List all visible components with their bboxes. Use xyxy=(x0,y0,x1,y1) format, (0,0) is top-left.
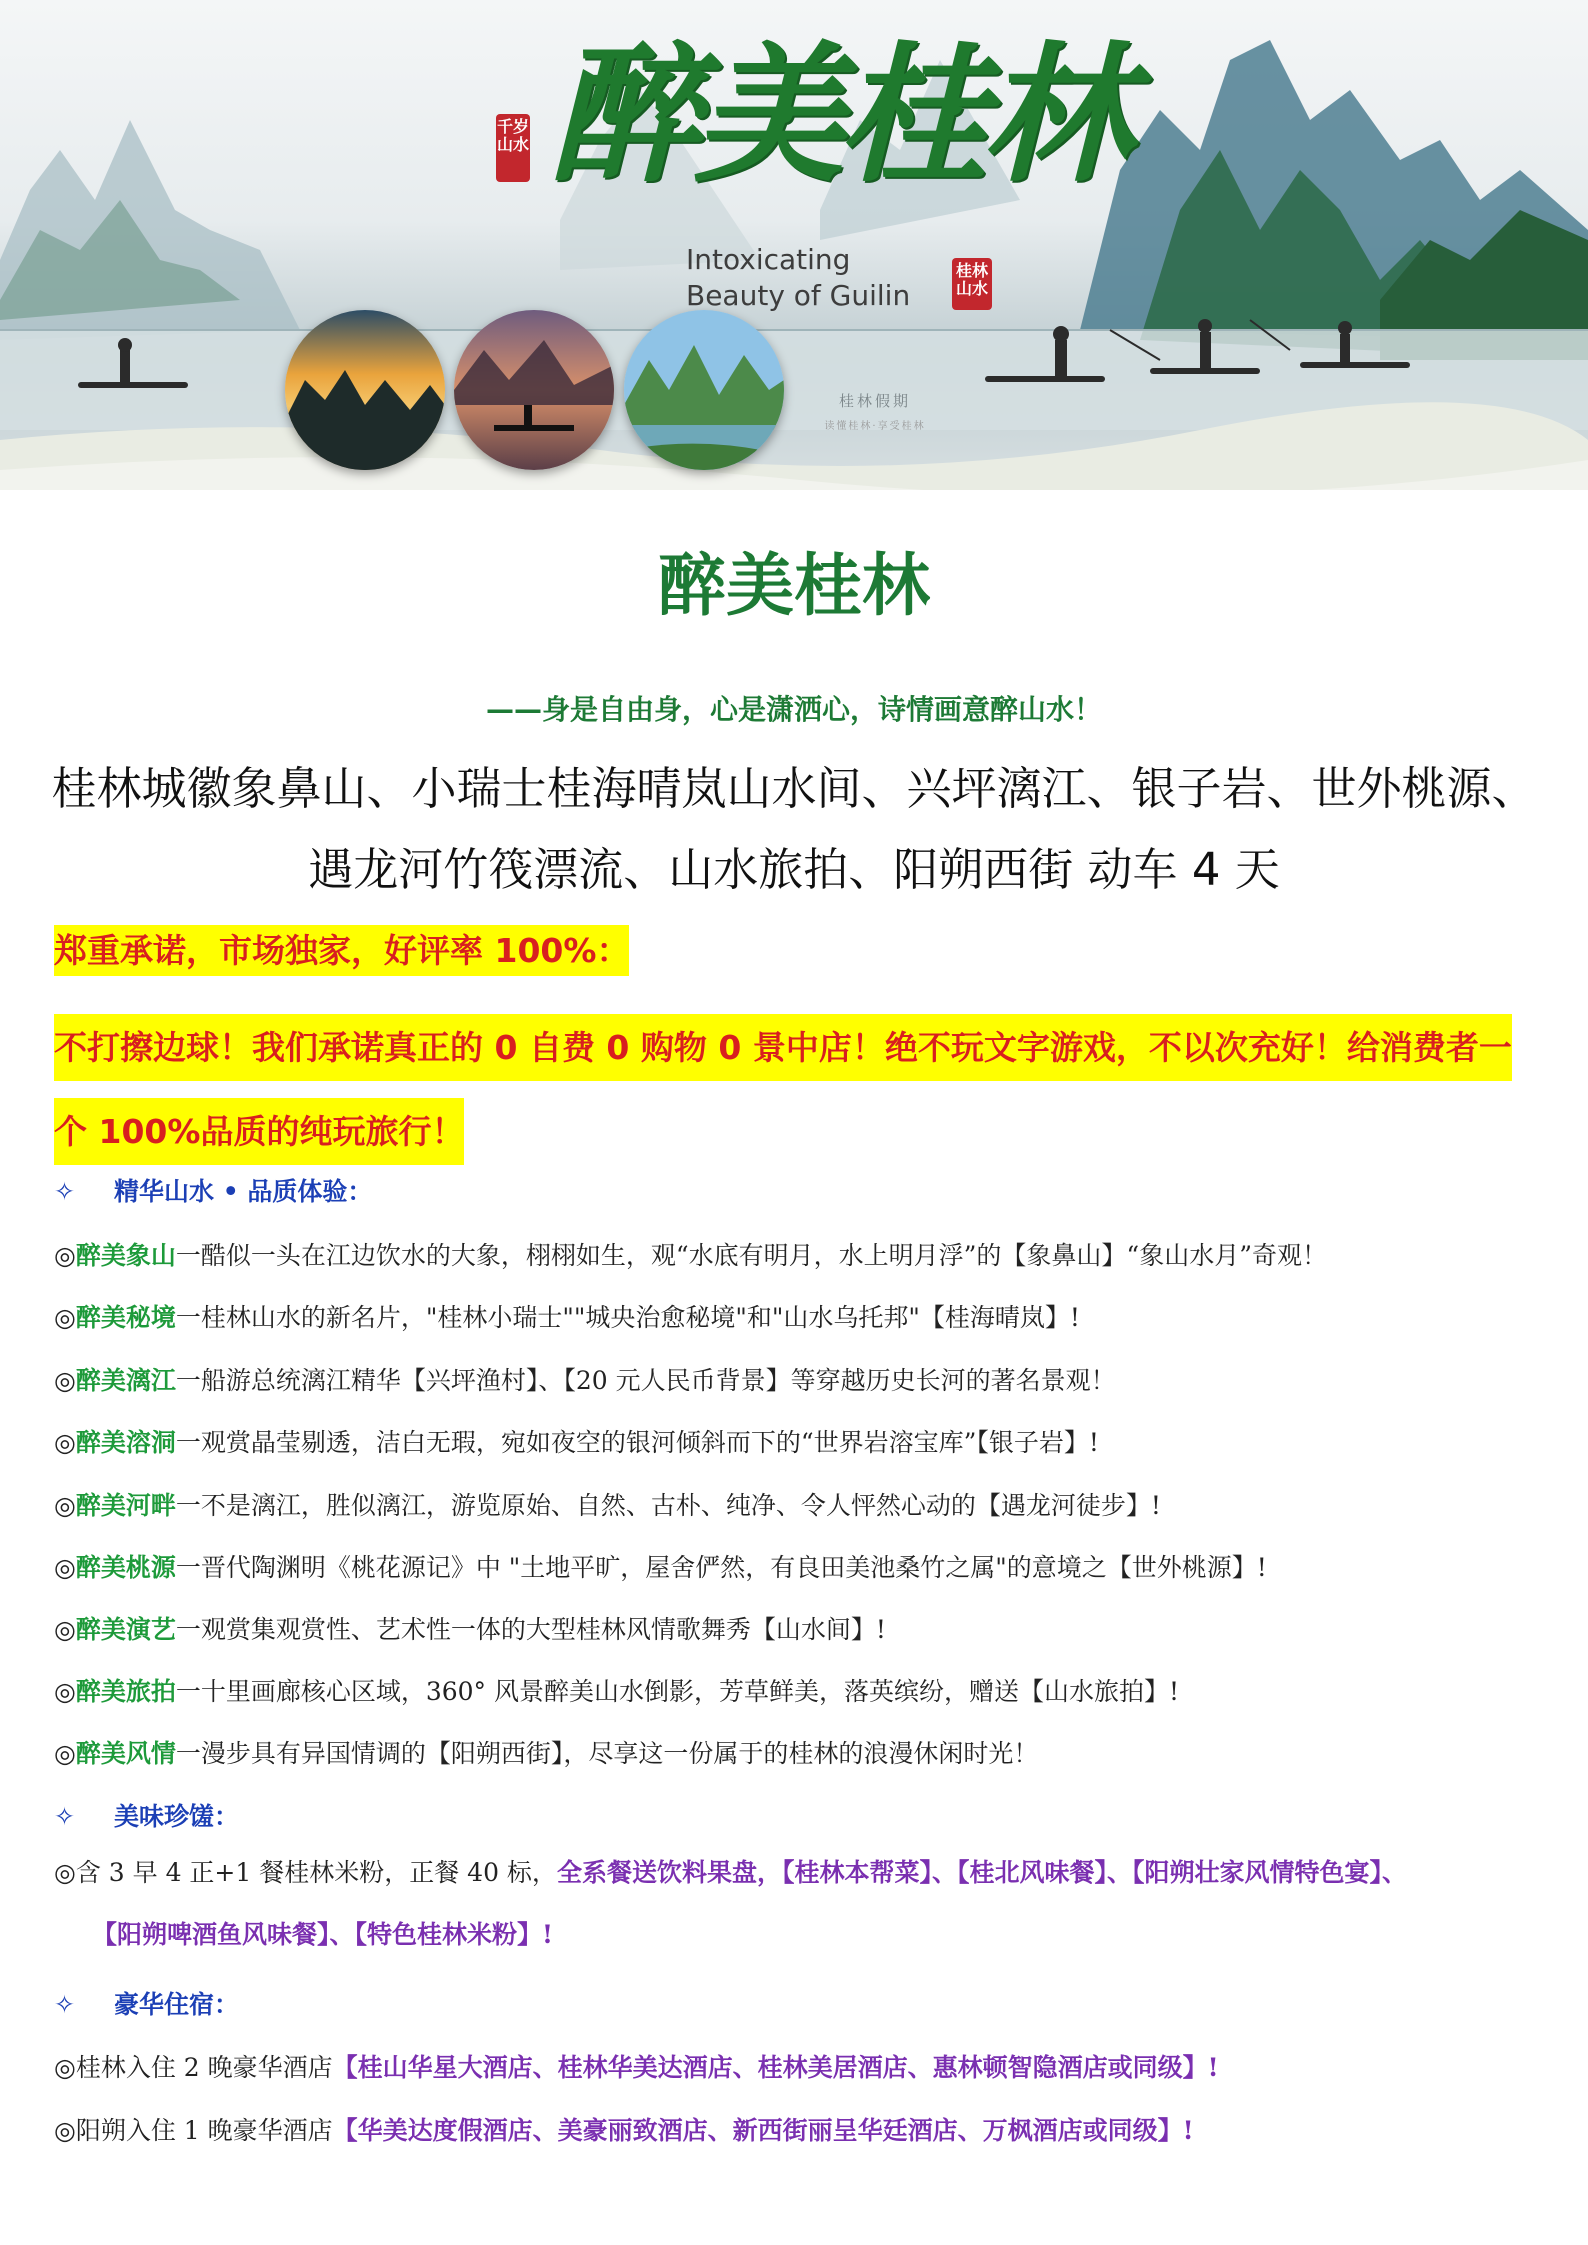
section-heading-scenery xyxy=(54,1172,372,1208)
river-boat-photo xyxy=(454,310,614,470)
route-summary: 桂林城徽象鼻山、小瑞士桂海晴岚山水间、兴坪漓江、银子岩、世外桃源、遇龙河竹筏漂流、山水旅拍、阳朔西街 动车 4 天 xyxy=(51,762,1537,896)
list-item xyxy=(54,1236,1544,1272)
list-item xyxy=(54,1734,1544,1770)
item-text: 一观赏晶莹剔透，洁白无瑕，宛如夜空的银河倾斜而下的“世界岩溶宝库”【银子岩】! xyxy=(175,1428,1099,1457)
list-item xyxy=(54,1486,1544,1522)
hotel-text: 桂林入住 2 晚豪华酒店 xyxy=(75,2053,333,2082)
bullet-icon: ◎ xyxy=(54,1303,76,1332)
food-highlight-line2: 【阳朔啤酒鱼风味餐】、【特色桂林米粉】! xyxy=(92,1920,553,1949)
green-karst-photo xyxy=(624,310,784,470)
slogan: ——身是自由身，心是潇洒心，诗情画意醉山水！ xyxy=(485,693,1102,726)
section-heading-hotel xyxy=(54,1985,239,2021)
list-item xyxy=(54,1423,1544,1459)
hotel-item xyxy=(54,2111,1544,2147)
sparkle-icon: ✧ xyxy=(54,1990,75,2019)
item-key: 醉美河畔 xyxy=(75,1491,176,1520)
bullet-icon: ◎ xyxy=(54,1615,76,1644)
section-heading-food xyxy=(54,1797,239,1833)
watermark-line1: 桂林假期 xyxy=(838,392,911,410)
item-text: 一桂林山水的新名片，"桂林小瑞士""城央治愈秘境"和"山水乌托邦"【桂海晴岚】! xyxy=(175,1303,1080,1332)
item-key: 醉美桃源 xyxy=(75,1553,176,1582)
section-title: 美味珍馐： xyxy=(114,1802,240,1831)
item-text: 一晋代陶渊明《桃花源记》中 "土地平旷，屋舍俨然，有良田美池桑竹之属"的意境之【世外桃源】! xyxy=(175,1553,1267,1582)
hotel-text: 阳朔入住 1 晚豪华酒店 xyxy=(75,2116,333,2145)
sparkle-icon: ✧ xyxy=(54,1802,75,1831)
item-text: 一酷似一头在江边饮水的大象，栩栩如生，观“水底有明月，水上明月浮”的【象鼻山】“象山水月”奇观！ xyxy=(175,1241,1327,1270)
page-title: 醉美桂林 xyxy=(657,547,930,626)
item-key: 醉美秘境 xyxy=(75,1303,176,1332)
item-text: 一观赏集观赏性、艺术性一体的大型桂林风情歌舞秀【山水间】! xyxy=(175,1615,886,1644)
hotel-highlight: 【桂山华星大酒店、桂林华美达酒店、桂林美居酒店、惠林顿智隐酒店或同级】! xyxy=(332,2053,1219,2082)
promise-heading xyxy=(54,922,629,980)
bullet-icon: ◎ xyxy=(54,1739,76,1768)
bullet-icon: ◎ xyxy=(54,1428,76,1457)
item-key: 醉美溶洞 xyxy=(75,1428,176,1457)
list-item xyxy=(54,1548,1544,1584)
item-key: 醉美旅拍 xyxy=(75,1677,176,1706)
red-seal-stamp: 千岁山水 xyxy=(496,114,530,182)
promise-heading-text: 郑重承诺，市场独家，好评率 100%： xyxy=(54,925,629,976)
bullet-icon: ◎ xyxy=(54,1241,76,1270)
item-text: 一漫步具有异国情调的【阳朔西街】，尽享这一份属于的桂林的浪漫休闲时光！ xyxy=(175,1739,1039,1768)
item-text: 一十里画廊核心区域，360° 风景醉美山水倒影，芳草鲜美，落英缤纷，赠送【山水旅拍】! xyxy=(175,1677,1180,1706)
item-key: 醉美演艺 xyxy=(75,1615,176,1644)
brand-sub-line1: Intoxicating xyxy=(686,243,851,276)
bullet-icon: ◎ xyxy=(54,1491,76,1520)
section-title: 精华山水 • 品质体验： xyxy=(114,1177,373,1206)
sunset-peaks-photo xyxy=(285,310,445,470)
item-text: 一不是漓江，胜似漓江，游览原始、自然、古朴、纯净、令人怦然心动的【遇龙河徒步】! xyxy=(175,1491,1161,1520)
food-highlight-line1: 全系餐送饮料果盘，【桂林本帮菜】、【桂北风味餐】、【阳朔壮家风情特色宴】、 xyxy=(556,1858,1407,1887)
section-title: 豪华住宿： xyxy=(114,1990,240,2019)
red-seal-stamp-right: 桂林山水 xyxy=(952,258,992,310)
brand-calligraphy-title: 醉美桂林 xyxy=(550,27,1127,203)
holiday-watermark-logo xyxy=(800,390,950,432)
sparkle-icon: ✧ xyxy=(54,1177,75,1206)
promise-statement-text: 不打擦边球！我们承诺真正的 0 自费 0 购物 0 景中店！绝不玩文字游戏，不以次充好！给消费者一个 100%品质的纯玩旅行！ xyxy=(54,1014,1512,1165)
brand-english-subtitle xyxy=(686,242,966,314)
bullet-icon: ◎ xyxy=(54,1366,76,1395)
food-item xyxy=(54,1842,1544,1966)
hotel-highlight: 【华美达度假酒店、美豪丽致酒店、新西街丽呈华廷酒店、万枫酒店或同级】! xyxy=(332,2116,1194,2145)
list-item xyxy=(54,1610,1544,1646)
food-text: 含 3 早 4 正+1 餐桂林米粉，正餐 40 标， xyxy=(75,1858,557,1887)
item-text: 一船游总统漓江精华【兴坪渔村】、【20 元人民币背景】等穿越历史长河的著名景观！ xyxy=(175,1366,1116,1395)
item-key: 醉美风情 xyxy=(75,1739,176,1768)
bullet-icon: ◎ xyxy=(54,1677,76,1706)
list-item xyxy=(54,1298,1544,1334)
brand-sub-line2: Beauty of Guilin xyxy=(686,279,911,312)
watermark-line2: 读懂桂林·享受桂林 xyxy=(824,421,926,432)
item-key: 醉美象山 xyxy=(75,1241,176,1270)
hotel-item xyxy=(54,2048,1544,2084)
list-item xyxy=(54,1361,1544,1397)
item-key: 醉美漓江 xyxy=(75,1366,176,1395)
bullet-icon: ◎ xyxy=(54,1553,76,1582)
header-banner xyxy=(0,0,1588,490)
bullet-icon: ◎ xyxy=(54,2116,76,2145)
bullet-icon: ◎ xyxy=(54,2053,76,2082)
list-item xyxy=(54,1672,1544,1708)
bullet-icon: ◎ xyxy=(54,1858,76,1887)
promise-statement xyxy=(54,1006,1544,1174)
